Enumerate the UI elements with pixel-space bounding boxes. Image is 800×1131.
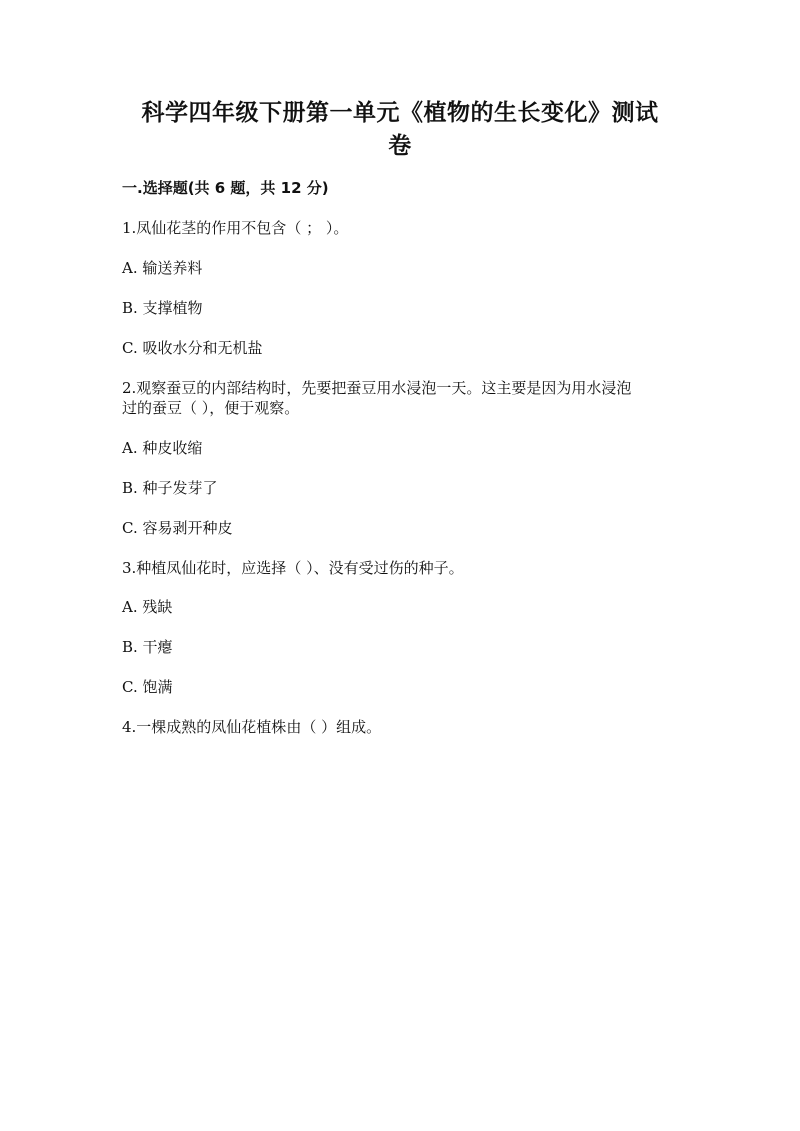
exam-title-line-2: 卷 (388, 133, 412, 159)
question-3-option-b: B. 干瘪 (122, 638, 173, 656)
question-2-stem-line-1: 2.观察蚕豆的内部结构时，先要把蚕豆用水浸泡一天。这主要是因为用水浸泡 (122, 379, 632, 397)
question-1-option-a: A. 输送养料 (122, 259, 203, 277)
question-1-option-c: C. 吸收水分和无机盐 (122, 339, 263, 357)
question-1-stem: 1.凤仙花茎的作用不包含（ ； ）。 (122, 219, 349, 237)
question-2-option-b: B. 种子发芽了 (122, 479, 218, 497)
question-3-option-c: C. 饱满 (122, 678, 173, 696)
question-3-stem: 3.种植凤仙花时，应选择（ ）、没有受过伤的种子。 (122, 559, 464, 577)
question-4-stem: 4.一棵成熟的凤仙花植株由（ ）组成。 (122, 718, 382, 736)
section-heading: 一.选择题(共 6 题，共 12 分) (122, 179, 329, 197)
question-3-option-a: A. 残缺 (122, 598, 173, 616)
question-2-option-c: C. 容易剥开种皮 (122, 519, 233, 537)
question-1-option-b: B. 支撑植物 (122, 299, 203, 317)
question-2-stem-line-2: 过的蚕豆（ ），便于观察。 (122, 399, 300, 417)
exam-title-line-1: 科学四年级下册第一单元《植物的生长变化》测试 (141, 100, 659, 126)
question-2-option-a: A. 种皮收缩 (122, 439, 203, 457)
